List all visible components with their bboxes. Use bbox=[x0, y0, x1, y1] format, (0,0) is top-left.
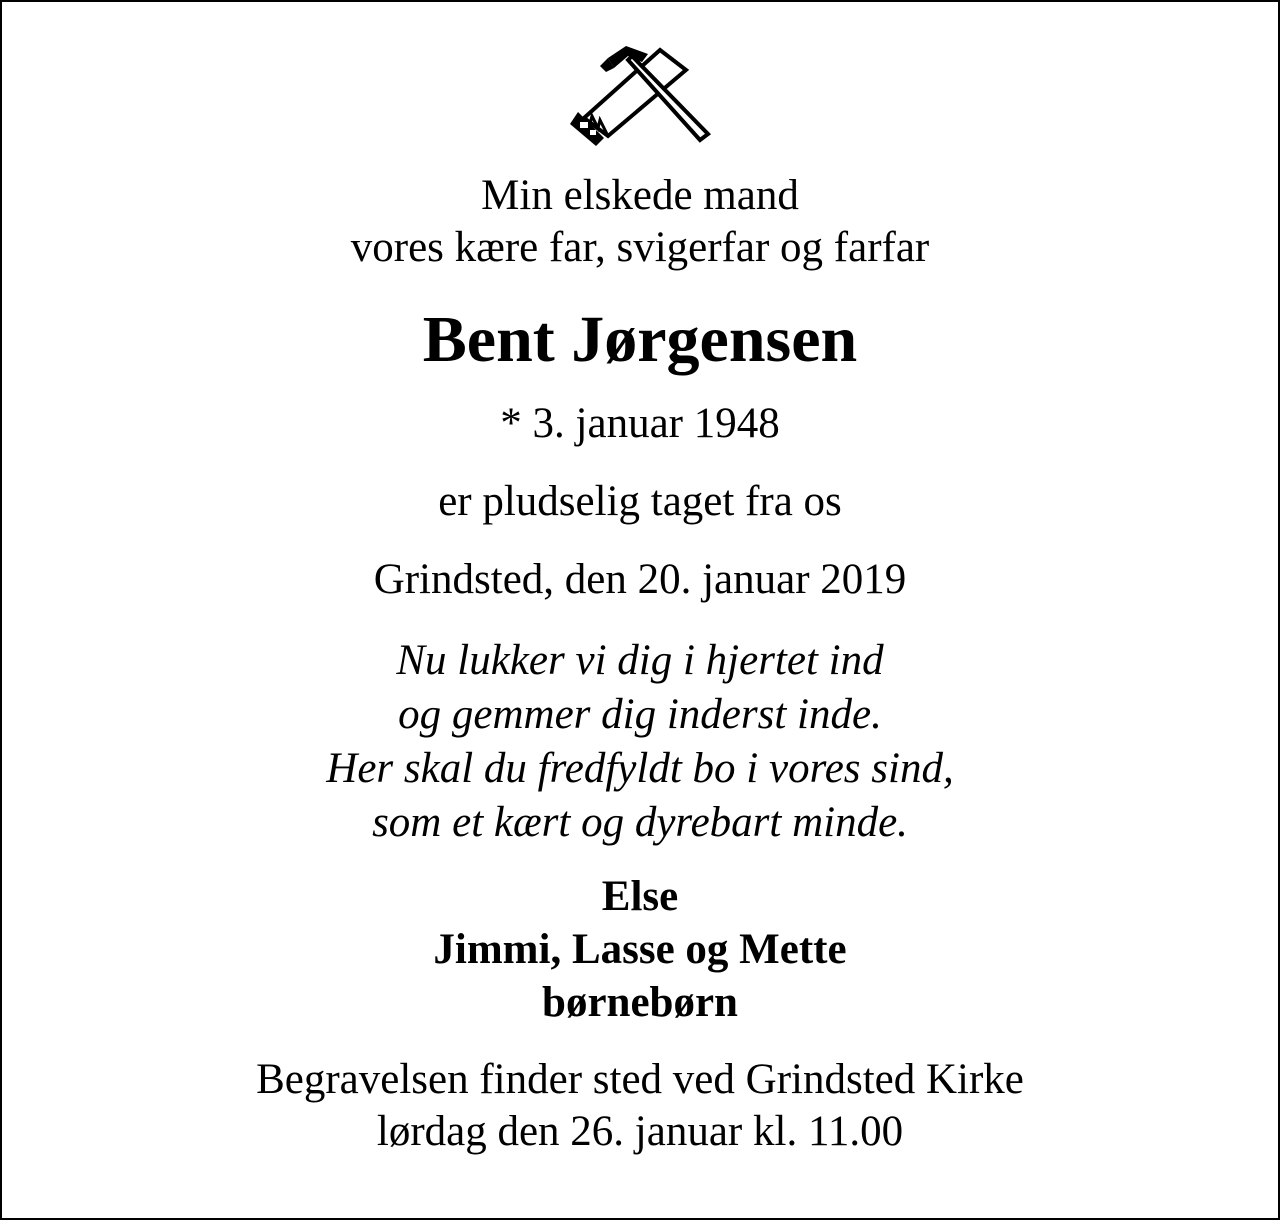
funeral-line-2: lørdag den 26. januar kl. 11.00 bbox=[376, 1108, 904, 1155]
intro-line-2: vores kære far, svigerfar og farfar bbox=[350, 224, 930, 271]
place-and-date: Grindsted, den 20. januar 2019 bbox=[373, 556, 907, 603]
funeral-line-1: Begravelsen finder sted ved Grindsted Kirke bbox=[256, 1056, 1024, 1103]
memorial-verse bbox=[0, 634, 1280, 850]
verse-line-3: Her skal du fredfyldt bo i vores sind, bbox=[326, 745, 954, 792]
intro-text bbox=[0, 170, 1280, 274]
verse-line-4: som et kært og dyrebart minde. bbox=[372, 799, 908, 846]
funeral-info bbox=[0, 1054, 1280, 1158]
intro-line-1: Min elskede mand bbox=[481, 172, 799, 219]
hammer-and-saw-icon bbox=[568, 38, 712, 148]
verse-line-1: Nu lukker vi dig i hjertet ind bbox=[396, 637, 884, 684]
deceased-name: Bent Jørgensen bbox=[422, 303, 858, 376]
family-line-2: Jimmi, Lasse og Mette bbox=[433, 926, 847, 973]
birth-date: * 3. januar 1948 bbox=[500, 400, 780, 447]
family-line-1: Else bbox=[601, 873, 679, 920]
death-notice-text: er pludselig taget fra os bbox=[438, 478, 842, 525]
family-line-3: børnebørn bbox=[542, 979, 738, 1026]
verse-line-2: og gemmer dig inderst inde. bbox=[398, 691, 882, 738]
family-signatures bbox=[0, 870, 1280, 1029]
